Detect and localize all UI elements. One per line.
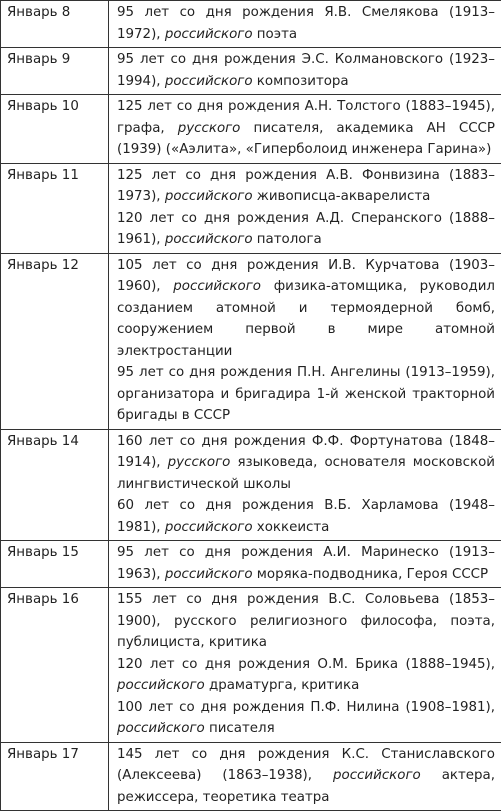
anniversary-entry <box>117 49 495 92</box>
event-cell <box>109 429 501 541</box>
entry-nationality: русского <box>168 455 231 470</box>
anniversary-entry <box>117 495 495 538</box>
anniversary-entry <box>117 362 495 427</box>
entry-description: хоккеиста <box>253 520 330 535</box>
entry-nationality: российского <box>117 678 205 693</box>
entry-text: 95 лет со дня рождения Э.С. Колмановского (1923–1994), <box>117 52 495 89</box>
entry-text: 95 лет со дня рождения Я.В. Смелякова (1913–1972), <box>117 5 495 42</box>
event-cell <box>109 1 501 48</box>
table-row <box>1 588 501 743</box>
entry-description: физика-атомщика, руководил созданием атомной и термоядерной бомб, сооружением первой в мире атомной электростанции <box>117 279 495 359</box>
date-cell: Январь 11 <box>1 163 109 253</box>
table-row <box>1 48 501 95</box>
date-cell: Январь 14 <box>1 429 109 541</box>
table-row <box>1 541 501 588</box>
table-row <box>1 253 501 429</box>
event-cell <box>109 253 501 429</box>
table-row <box>1 95 501 164</box>
entry-text: 95 лет со дня рождения А.И. Маринеско (1913–1963), <box>117 545 495 582</box>
table-row <box>1 1 501 48</box>
entry-description: драматурга, критика <box>205 678 360 693</box>
entry-description: писателя <box>205 721 275 736</box>
entry-nationality: российского <box>165 189 253 204</box>
entry-nationality: русского <box>178 121 241 136</box>
entry-text: 155 лет со дня рождения В.С. Соловьева (1853–1900), русского религиозного философа, поэта, публициста, критика <box>117 592 495 650</box>
entry-nationality: российского <box>165 27 253 42</box>
date-cell: Январь 12 <box>1 253 109 429</box>
event-cell <box>109 163 501 253</box>
event-cell <box>109 742 501 811</box>
table-row <box>1 163 501 253</box>
entry-nationality: российского <box>165 520 253 535</box>
entry-description: языковеда, основателя московской лингвистической школы <box>117 455 495 492</box>
anniversary-entry <box>117 744 495 809</box>
date-cell: Январь 10 <box>1 95 109 164</box>
entry-description: патолога <box>253 232 322 247</box>
date-cell: Январь 16 <box>1 588 109 743</box>
entry-description: композитора <box>253 74 349 89</box>
entry-text: 60 лет со дня рождения В.Б. Харламова (1948–1981), <box>117 498 495 535</box>
anniversary-entry <box>117 697 495 740</box>
entry-description: поэта <box>253 27 298 42</box>
entry-nationality: российского <box>165 232 253 247</box>
anniversary-entry <box>117 542 495 585</box>
entry-text: 105 лет со дня рождения И.В. Курчатова (1903–1960), <box>117 258 495 295</box>
event-cell <box>109 541 501 588</box>
entry-nationality: российского <box>117 721 205 736</box>
event-cell <box>109 588 501 743</box>
entry-text: 125 лет со дня рождения А.В. Фонвизина (1883–1973), <box>117 168 495 205</box>
anniversary-entry <box>117 165 495 208</box>
anniversary-entry <box>117 255 495 363</box>
entry-text: 145 лет со дня рождения К.С. Станиславского (Алексеева) (1863–1938), <box>117 747 495 784</box>
date-cell: Январь 15 <box>1 541 109 588</box>
event-cell <box>109 95 501 164</box>
table-row <box>1 429 501 541</box>
date-cell: Январь 9 <box>1 48 109 95</box>
anniversary-entry <box>117 96 495 161</box>
anniversary-entry <box>117 431 495 496</box>
entry-nationality: российского <box>173 279 261 294</box>
entry-description: актера, режиссера, теоретика театра <box>117 768 495 805</box>
entry-nationality: российского <box>165 567 253 582</box>
entry-description: писателя, академика АН СССР (1939) («Аэлита», «Гиперболоид инженера Гарина») <box>117 121 495 158</box>
table-row <box>1 742 501 811</box>
anniversary-entry <box>117 654 495 697</box>
entry-nationality: российского <box>333 768 421 783</box>
anniversary-entry <box>117 208 495 251</box>
entry-text: 100 лет со дня рождения П.Ф. Нилина (1908–1981), <box>117 700 495 715</box>
entry-description: живописца-акварелиста <box>253 189 431 204</box>
entry-text: 160 лет со дня рождения Ф.Ф. Фортунатова (1848–1914), <box>117 434 495 471</box>
entry-nationality: российского <box>165 74 253 89</box>
entry-text: 95 лет со дня рождения П.Н. Ангелины (1913–1959), организатора и бригадира 1-й женской тракторной бригады в СССР <box>117 365 495 423</box>
entry-text: 125 лет со дня рождения А.Н. Толстого (1883–1945), графа, <box>117 99 495 136</box>
entry-text: 120 лет со дня рождения А.Д. Сперанского (1888–1961), <box>117 211 495 248</box>
table-body <box>1 1 501 811</box>
anniversary-entry <box>117 2 495 45</box>
date-cell: Январь 8 <box>1 1 109 48</box>
anniversary-entry <box>117 589 495 654</box>
entry-text: 120 лет со дня рождения О.М. Брика (1888–1945), <box>117 657 495 672</box>
date-cell: Январь 17 <box>1 742 109 811</box>
entry-description: моряка-подводника, Героя СССР <box>253 567 489 582</box>
event-cell <box>109 48 501 95</box>
